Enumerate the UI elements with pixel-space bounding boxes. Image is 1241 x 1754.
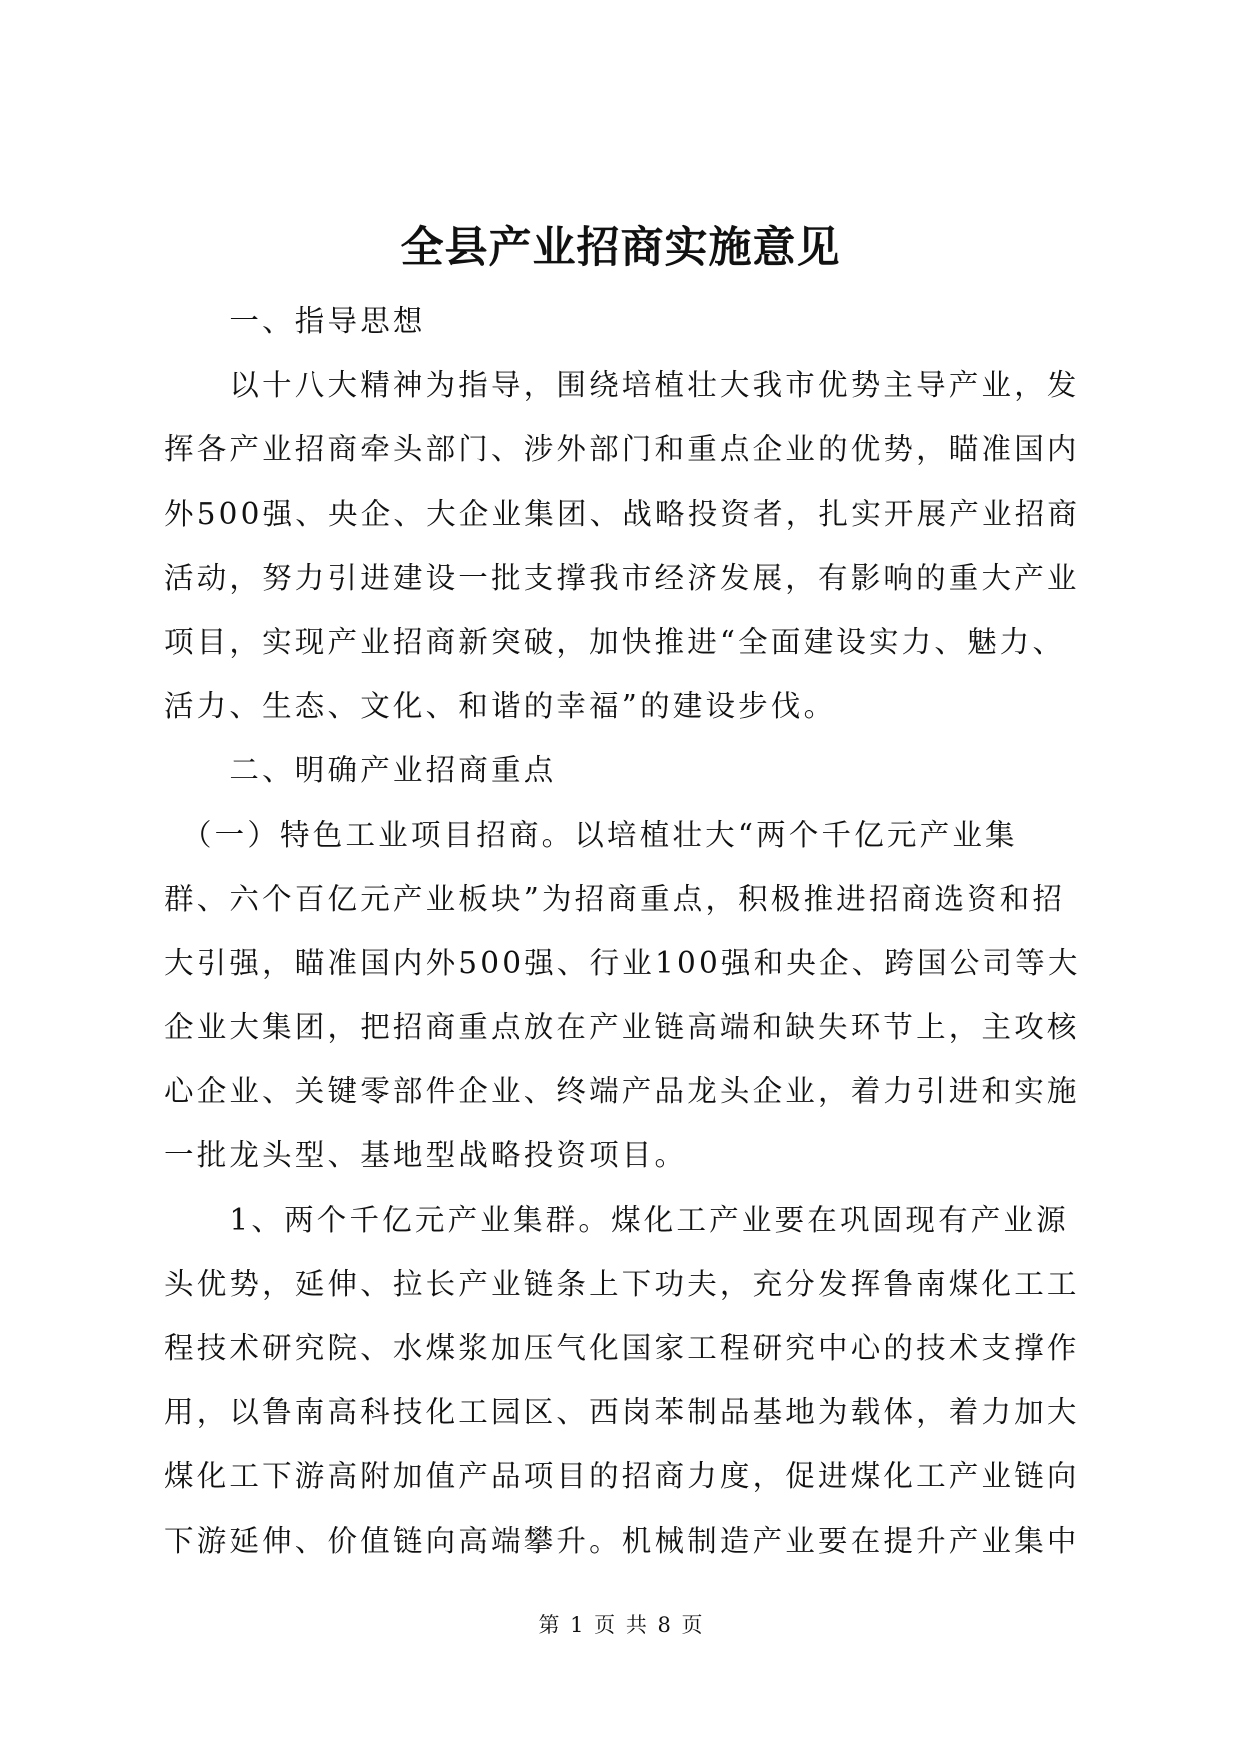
- body-line: 程技术研究院、水煤浆加压气化国家工程研究中心的技术支撑作: [164, 1331, 1080, 1365]
- body-line: 1、两个千亿元产业集群。煤化工产业要在巩固现有产业源: [164, 1202, 1069, 1237]
- document-body: [164, 289, 1084, 1573]
- body-line: 活力、生态、文化、和谐的幸福”的建设步伐。: [164, 689, 837, 724]
- body-line: 一批龙头型、基地型战略投资项目。: [164, 1138, 688, 1173]
- body-line: 外500强、央企、大企业集团、战略投资者，扎实开展产业招商: [164, 496, 1081, 531]
- page-number: 第 1 页 共 8 页: [538, 1613, 703, 1637]
- body-line: 用，以鲁南高科技化工园区、西岗苯制品基地为载体，着力加大: [164, 1395, 1080, 1430]
- body-line: 大引强，瞄准国内外500强、行业100强和央企、跨国公司等大: [164, 945, 1081, 980]
- body-line: （一）特色工业项目招商。以培植壮大“两个千亿元产业集: [164, 817, 1018, 852]
- body-line: 挥各产业招商牵头部门、涉外部门和重点企业的优势，瞄准国内: [164, 432, 1080, 467]
- body-line: 一、指导思想: [164, 304, 426, 338]
- body-line: 活动，努力引进建设一批支撑我市经济发展，有影响的重大产业: [164, 560, 1080, 595]
- body-line: 下游延伸、价值链向高端攀升。机械制造产业要在提升产业集中: [164, 1523, 1080, 1558]
- page-footer: [0, 1610, 1241, 1640]
- body-line: 以十八大精神为指导，围绕培植壮大我市优势主导产业，发: [164, 368, 1080, 403]
- document-title: 全县产业招商实施意见: [400, 223, 841, 273]
- body-line: 项目，实现产业招商新突破，加快推进“全面建设实力、魅力、: [164, 624, 1066, 659]
- body-line: 心企业、关键零部件企业、终端产品龙头企业，着力引进和实施: [164, 1074, 1080, 1109]
- body-line: 群、六个百亿元产业板块”为招商重点，积极推进招商选资和招: [164, 881, 1066, 916]
- body-line: 企业大集团，把招商重点放在产业链高端和缺失环节上，主攻核: [164, 1010, 1080, 1045]
- body-line: 煤化工下游高附加值产品项目的招商力度，促进煤化工产业链向: [164, 1459, 1080, 1494]
- body-line: 二、明确产业招商重点: [164, 753, 557, 788]
- body-line: 头优势，延伸、拉长产业链条上下功夫，充分发挥鲁南煤化工工: [164, 1266, 1080, 1301]
